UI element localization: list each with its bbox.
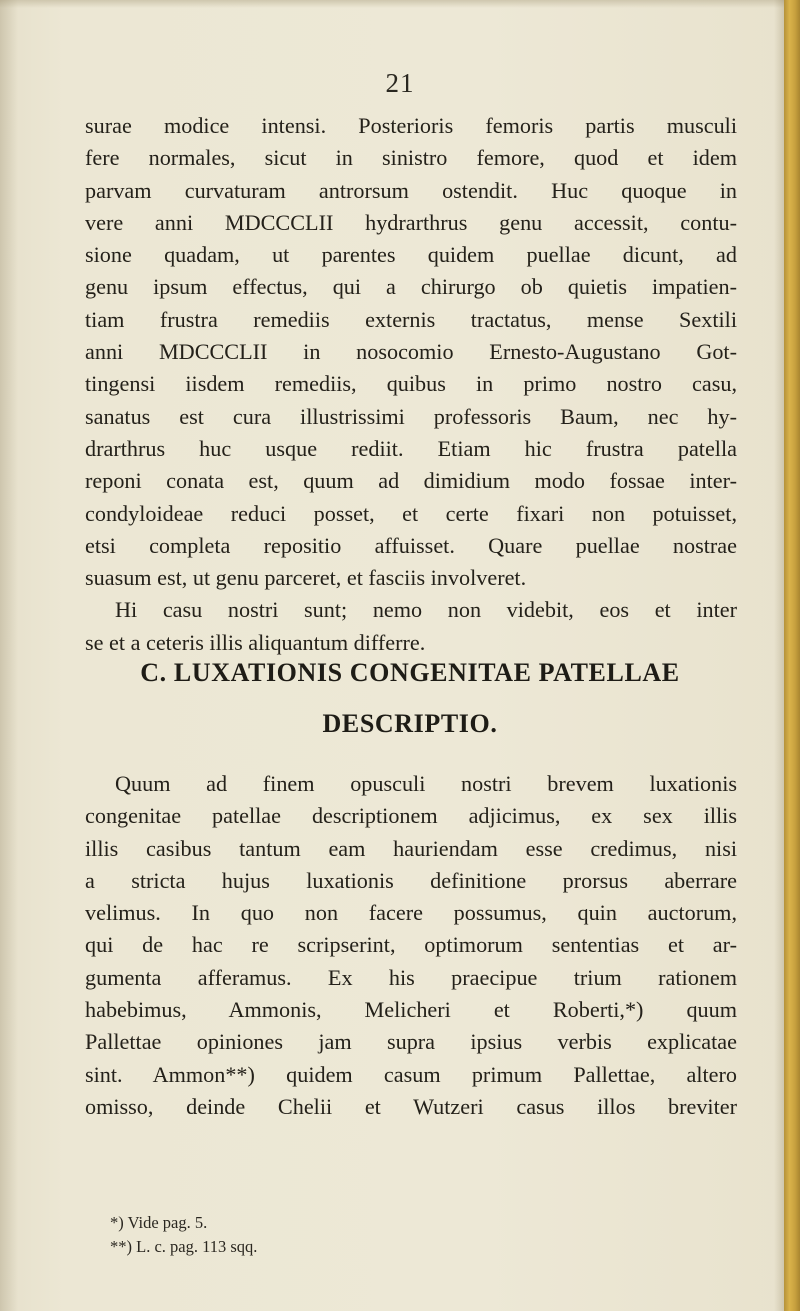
text-line: surae modice intensi. Posterioris femoris partis musculi [85, 113, 737, 138]
text-line: fere normales, sicut in sinistro femore, quod et idem [85, 145, 737, 171]
text-line: tingensi iisdem remediis, quibus in primo nostro casu, [85, 371, 737, 397]
page-number: 21 [385, 68, 415, 98]
section-heading: C. LUXATIONIS CONGENITAE PATELLAE [140, 658, 680, 687]
page-edge-shadow [774, 0, 784, 1311]
text-line: se et a ceteris illis aliquantum differre. [85, 629, 426, 655]
text-line: Quum ad finem opusculi nostri brevem luxationis [115, 771, 737, 796]
text-line: illis casibus tantum eam hauriendam esse credimus, nisi [85, 835, 737, 861]
text-line: etsi completa repositio affuisset. Quare puellae nostrae [85, 532, 737, 558]
section-heading-continued: DESCRIPTIO. [322, 709, 498, 738]
text-line: sione quadam, ut parentes quidem puellae dicunt, ad [85, 242, 737, 268]
text-line: reponi conata est, quum ad dimidium modo fossae inter- [85, 468, 737, 494]
text-line: anni MDCCCLII in nosocomio Ernesto-Augustano Got- [85, 339, 737, 365]
text-line: gumenta afferamus. Ex his praecipue trium rationem [85, 964, 737, 990]
footnote: **) L. c. pag. 113 sqq. [110, 1237, 258, 1256]
page-gutter-shadow [0, 0, 18, 1311]
text-line: Pallettae opiniones jam supra ipsius verbis explicatae [85, 1029, 737, 1055]
text-line: sint. Ammon**) quidem casum primum Pallettae, altero [85, 1061, 737, 1087]
text-line: congenitae patellae descriptionem adjicimus, ex sex illis [85, 803, 737, 829]
text-line: vere anni MDCCCLII hydrarthrus genu accessit, contu- [85, 209, 737, 235]
text-line: velimus. In quo non facere possumus, quin auctorum, [85, 900, 737, 926]
footnotes [110, 1211, 610, 1259]
text-line: omisso, deinde Chelii et Wutzeri casus illos breviter [85, 1093, 737, 1119]
text-line: condyloideae reduci posset, et certe fixari non potuisset, [85, 500, 737, 526]
text-line: habebimus, Ammonis, Melicheri et Roberti,*) quum [85, 997, 737, 1023]
text-line: sanatus est cura illustrissimi professoris Baum, nec hy- [85, 403, 737, 429]
text-line: tiam frustra remediis externis tractatus, mense Sextili [85, 306, 737, 332]
text-line: a stricta hujus luxationis definitione prorsus aberrare [85, 867, 737, 893]
paragraph-continuation [85, 110, 737, 659]
text-line: genu ipsum effectus, qui a chirurgo ob quietis impatien- [85, 274, 737, 300]
text-line: Hi casu nostri sunt; nemo non videbit, eos et inter [115, 597, 737, 623]
text-line: parvam curvaturam antrorsum ostendit. Huc quoque in [85, 177, 737, 203]
page-top-edge [0, 0, 800, 8]
book-binding-edge [784, 0, 800, 1311]
text-line: qui de hac re scripserint, optimorum sententias et ar- [85, 932, 737, 958]
text-line: suasum est, ut genu parceret, et fasciis involveret. [85, 565, 527, 591]
paragraph-description [85, 768, 737, 1123]
footnote: *) Vide pag. 5. [110, 1213, 208, 1232]
text-line: drarthrus huc usque rediit. Etiam hic frustra patella [85, 435, 737, 461]
